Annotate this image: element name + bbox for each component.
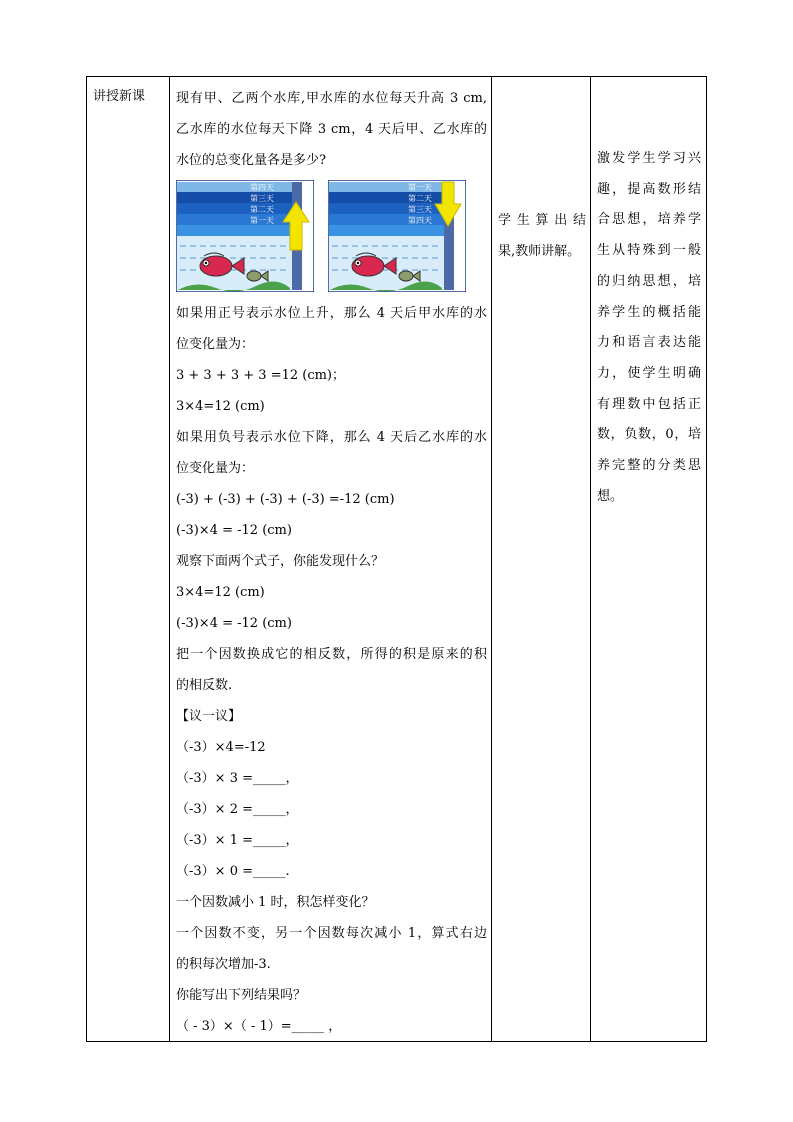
day-label: 第二天	[250, 205, 274, 214]
equation-line: 3×4=12 (cm)	[176, 585, 265, 600]
design-intent-line: 趣，提高数形结	[597, 181, 701, 197]
equation-line: (-3) + (-3) + (-3) + (-3) =-12 (cm)	[176, 492, 395, 507]
design-intent-line: 合思想，培养学	[597, 212, 701, 228]
lesson-table	[86, 76, 707, 1042]
content-line: 的相反数.	[176, 678, 233, 693]
design-intent-line: 数，负数，0，培	[597, 427, 701, 443]
student-activity-line: 果,教师讲解。	[498, 244, 581, 259]
equation-line: （-3）× 3 =_____，	[176, 771, 299, 786]
day-label: 第三天	[250, 194, 274, 203]
equation-line: (-3)×4 = -12 (cm)	[176, 616, 292, 631]
equation-line: 3×4=12 (cm)	[176, 399, 265, 414]
section-label: 讲授新课	[93, 89, 146, 104]
student-activity-line: 学 生 算 出 结	[498, 213, 586, 228]
design-intent-line: 养学生的概括能	[597, 304, 701, 320]
student-activity-cell	[492, 77, 590, 1041]
content-line: 如果用正号表示水位上升，那么 4 天后甲水库的水	[176, 306, 487, 321]
equation-line: （-3）×4=-12	[176, 740, 266, 755]
day-label: 第二天	[408, 194, 432, 203]
content-cell	[170, 77, 491, 1041]
design-intent-cell	[591, 77, 707, 1041]
design-intent-line: 力，使学生明确	[597, 365, 701, 381]
equation-line: （-3）× 0 =_____.	[176, 864, 290, 879]
equation-line: (-3)×4 = -12 (cm)	[176, 523, 292, 538]
content-line: 如果用负号表示水位下降，那么 4 天后乙水库的水	[176, 430, 487, 445]
day-label: 第三天	[408, 205, 432, 214]
equation-line: 3 + 3 + 3 + 3 =12 (cm)；	[176, 368, 346, 383]
day-label: 第一天	[408, 183, 432, 192]
content-line: 你能写出下列结果吗？	[176, 988, 307, 1003]
content-line: 位变化量为：	[176, 461, 255, 476]
content-line: 一个因数减小 1 时，积怎样变化？	[176, 895, 375, 910]
design-intent-line: 的归纳思想，培	[597, 273, 701, 289]
content-line: 把一个因数换成它的相反数，所得的积是原来的积	[176, 647, 487, 662]
day-label: 第四天	[408, 216, 432, 225]
day-label: 第一天	[250, 216, 274, 225]
design-intent-line: 力和语言表达能	[597, 335, 701, 351]
design-intent-line: 养完整的分类思	[597, 458, 701, 474]
content-line: 的积每次增加-3.	[176, 957, 271, 972]
discussion-heading: 【议一议】	[176, 709, 242, 724]
content-line: 位变化量为：	[176, 337, 255, 352]
content-line: 水位的总变化量各是多少?	[176, 153, 326, 168]
day-label: 第四天	[250, 183, 274, 192]
reservoir-a-graphic	[176, 180, 314, 292]
design-intent-line: 想。	[597, 488, 624, 504]
content-line: 观察下面两个式子，你能发现什么？	[176, 554, 385, 569]
design-intent-line: 生从特殊到一般	[597, 243, 701, 259]
reservoir-b-image	[328, 180, 466, 292]
content-line: 一个因数不变，另一个因数每次减小 1，算式右边	[176, 926, 487, 941]
section-label-cell	[87, 77, 169, 1041]
design-intent-line: 激发学生学习兴	[597, 151, 701, 166]
equation-line: （-3）× 2 =_____，	[176, 802, 299, 817]
equation-line: （ - 3）×（ - 1）=_____ ，	[176, 1019, 342, 1034]
design-intent-line: 有理数中包括正	[597, 396, 701, 412]
reservoir-a-image	[176, 180, 314, 292]
content-line: 乙水库的水位每天下降 3 cm，4 天后甲、乙水库的	[176, 122, 487, 137]
reservoir-b-graphic	[328, 180, 466, 292]
content-line: 现有甲、乙两个水库,甲水库的水位每天升高 3 cm,	[176, 91, 487, 106]
reservoir-illustrations	[176, 180, 487, 292]
equation-line: （-3）× 1 =_____，	[176, 833, 299, 848]
